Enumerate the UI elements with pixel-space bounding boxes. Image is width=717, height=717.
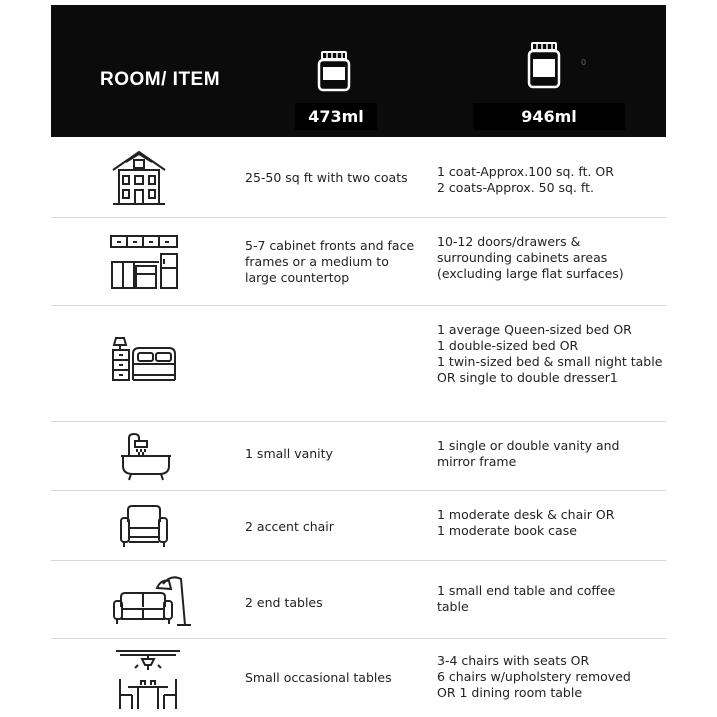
table-row [51,561,666,639]
large-coverage-text: 1 small end table and coffee table [437,583,616,614]
large-coverage-text: 3-4 chairs with seats OR 6 chairs w/upholstery removed OR 1 dining room table [437,653,631,700]
small-jar-icon [317,50,351,92]
large-coverage-text: 1 coat-Approx.100 sq. ft. OR 2 coats-Approx. 50 sq. ft. [437,164,614,195]
armchair-icon [119,504,169,548]
table-row [51,639,666,717]
bed-nightstand-icon [111,336,177,382]
large-coverage-text: 1 single or double vanity and mirror frame [437,438,620,469]
small-volume-label: 473ml [295,103,377,130]
small-coverage-text: 5-7 cabinet fronts and face frames or a medium to large countertop [245,238,415,285]
large-coverage-text: 1 moderate desk & chair OR 1 moderate book case [437,507,615,538]
sofa-lamp-icon [111,571,191,627]
small-coverage-text: 1 small vanity [245,446,333,461]
small-coverage-text: Small occasional tables [245,670,392,685]
house-icon [109,148,169,208]
room-item-heading: ROOM/ ITEM [100,69,221,90]
kitchen-cabinets-icon [109,234,179,290]
small-coverage-text: 2 end tables [245,595,323,610]
bathtub-shower-icon [119,432,173,482]
table-row [51,422,666,491]
large-coverage-text: 10-12 doors/drawers & surrounding cabinets areas (excluding large flat surfaces) [437,234,624,281]
table-header [51,5,666,137]
table-row [51,218,666,306]
large-coverage-text: 1 average Queen-sized bed OR 1 double-sized bed OR 1 twin-sized bed & small night table OR single to double dresser1 [437,322,663,385]
table-row [51,306,666,422]
large-volume-label: 946ml [473,103,625,130]
large-jar-icon [527,41,561,89]
dining-table-icon [114,647,182,713]
small-coverage-text: 2 accent chair [245,519,334,534]
stray-mark: 0 [581,58,587,67]
table-row [51,491,666,561]
table-row [51,137,666,218]
small-coverage-text: 25-50 sq ft with two coats [245,170,408,185]
